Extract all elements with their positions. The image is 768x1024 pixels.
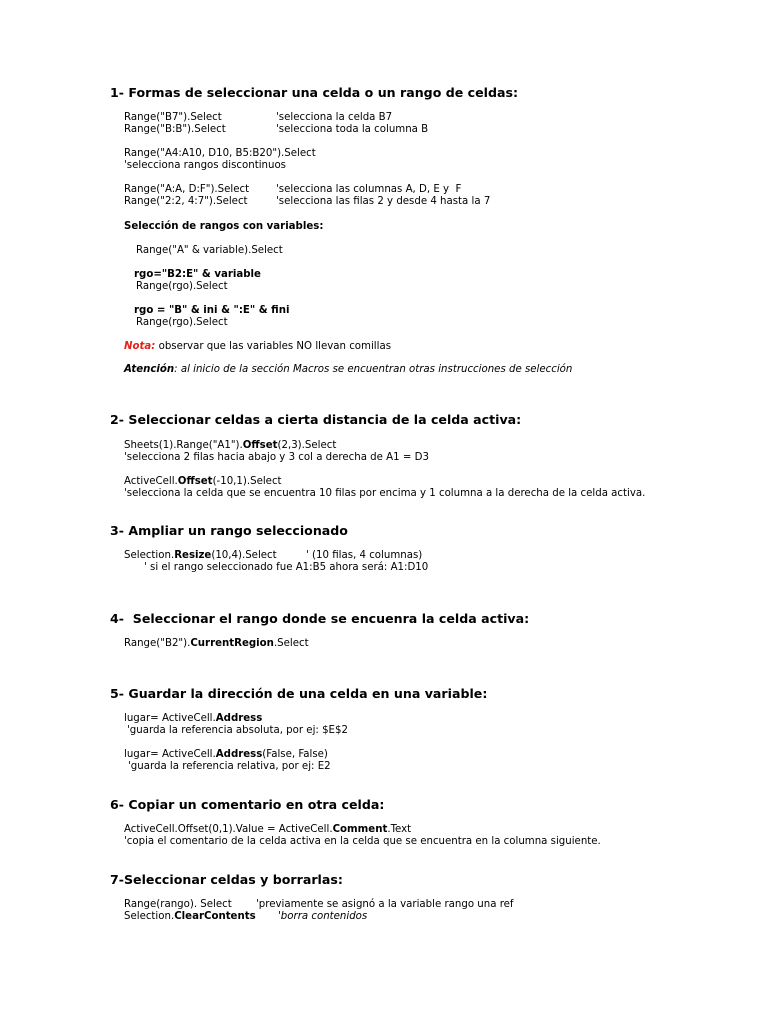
code-text: Selection. [124,550,175,561]
subsection-title: Selección de rangos con variables: [124,221,324,232]
section-1-title: 1- Formas de seleccionar una celda o un rango de celdas: [110,85,519,100]
code-comment: 'previamente se asignó a la variable rango una ref [256,899,514,910]
code-line: Range("A:A, D:F").Select [124,184,250,195]
code-comment: 'borra contenidos [278,911,368,922]
code-comment: 'copia el comentario de la celda activa en la celda que se encuentra en la columna siguiente. [124,836,601,847]
code-text: lugar= ActiveCell. [124,713,216,724]
code-line [124,440,336,452]
code-comment: 'guarda la referencia relativa, por ej: E2 [128,761,331,772]
section-4-title: 4- Seleccionar el rango donde se encuenra la celda activa: [110,611,530,626]
code-text: (-10,1).Select [212,476,282,487]
code-text: Selection. [124,911,175,922]
code-line: Range("A4:A10, D10, B5:B20").Select [124,148,316,159]
code-text: Sheets(1).Range("A1"). [124,440,243,451]
code-keyword: Address [215,713,263,724]
code-line: rgo = "B" & ini & ":E" & fini [134,305,290,316]
attention-label: Atención [124,364,175,375]
code-comment: ' si el rango seleccionado fue A1:B5 ahora será: A1:D10 [144,562,429,573]
code-line: Range(rgo).Select [136,317,228,328]
code-comment: 'selecciona las columnas A, D, E y F [276,184,462,195]
code-text: Range("B2"). [124,638,191,649]
code-line: Range("A" & variable).Select [136,245,283,256]
code-comment: 'selecciona rangos discontinuos [124,160,286,171]
code-text: .Text [387,824,412,835]
note-text: observar que las variables NO llevan comillas [155,341,392,352]
note-line [124,341,391,353]
code-text: (2,3).Select [277,440,337,451]
code-text: lugar= ActiveCell. [124,749,216,760]
code-comment: 'guarda la referencia absoluta, por ej: $E$2 [127,725,348,736]
note-label: Nota: [124,341,156,352]
code-keyword: Address [215,749,263,760]
code-comment: 'selecciona las filas 2 y desde 4 hasta la 7 [276,196,491,207]
code-line [124,824,411,836]
section-7-title: 7-Seleccionar celdas y borrarlas: [110,872,343,887]
code-keyword: CurrentRegion [190,638,274,649]
code-text: (False, False) [262,749,328,760]
attention-line [124,364,572,376]
code-keyword: Resize [174,550,212,561]
code-comment: 'selecciona la celda B7 [276,112,393,123]
code-line: Range("B:B").Select [124,124,226,135]
attention-text: : al inicio de la sección Macros se encuentran otras instrucciones de selección [174,364,573,375]
code-line [124,713,262,725]
code-text: .Select [273,638,309,649]
code-line: rgo="B2:E" & variable [134,269,261,280]
code-comment: ' (10 filas, 4 columnas) [306,550,423,561]
code-keyword: Comment [332,824,388,835]
code-comment: 'selecciona toda la columna B [276,124,429,135]
section-3-title: 3- Ampliar un rango seleccionado [110,523,348,538]
code-comment: 'selecciona 2 filas hacia abajo y 3 col a derecha de A1 = D3 [124,452,429,463]
code-line [124,550,277,562]
code-line [124,749,328,761]
section-5-title: 5- Guardar la dirección de una celda en una variable: [110,686,488,701]
section-6-title: 6- Copiar un comentario en otra celda: [110,797,385,812]
code-text: ActiveCell. [124,476,178,487]
code-line: Range("2:2, 4:7").Select [124,196,248,207]
code-line: Range(rango). Select [124,899,232,910]
code-line [124,638,309,650]
code-line [124,476,282,488]
code-text: (10,4).Select [211,550,277,561]
code-line: Range("B7").Select [124,112,222,123]
code-keyword: ClearContents [174,911,256,922]
section-2-title: 2- Seleccionar celdas a cierta distancia de la celda activa: [110,412,522,427]
code-comment: 'selecciona la celda que se encuentra 10 filas por encima y 1 columna a la derecha de la celda activa. [124,488,646,499]
code-keyword: Offset [242,440,278,451]
code-line [124,911,256,923]
code-keyword: Offset [177,476,213,487]
code-line: Range(rgo).Select [136,281,228,292]
code-text: ActiveCell.Offset(0,1).Value = ActiveCell. [124,824,333,835]
